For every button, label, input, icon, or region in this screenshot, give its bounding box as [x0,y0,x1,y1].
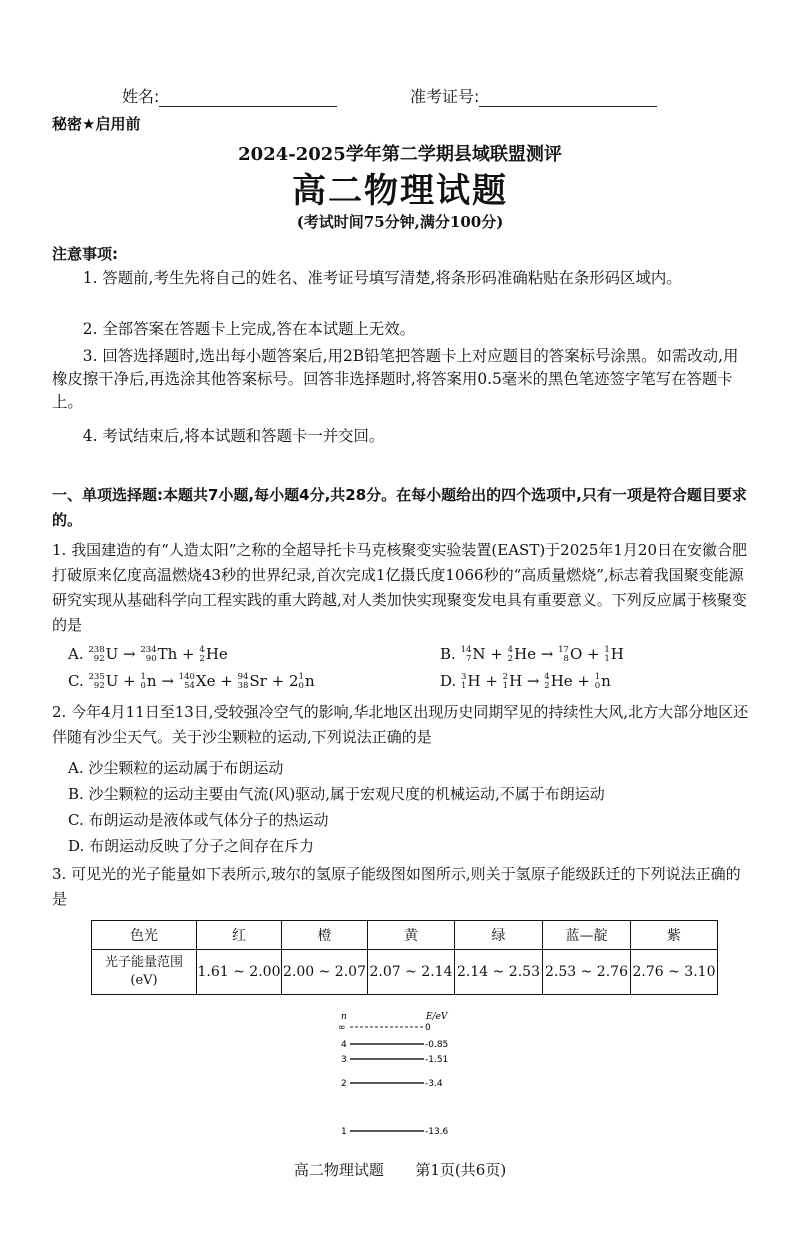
level-n-1: 1 [341,1127,347,1137]
q2-option-a: A. 沙尘颗粒的运动属于布朗运动 [68,759,284,777]
table-cell: 橙 [282,921,368,950]
table-cell: 2.00 ~ 2.07 [282,950,368,995]
level-n-3: 3 [341,1055,347,1065]
q1-option-c-letter: C. [68,672,84,690]
table-row [92,950,718,995]
id-field [410,84,657,107]
note-item-1: 1. 答题前,考生先将自己的姓名、准考证号填写清楚,将条形码准确粘贴在条形码区域内。 [82,269,682,287]
table-cell: 2.53 ~ 2.76 [543,950,631,995]
table-header-row [92,921,718,950]
level-e-1: -13.6 [425,1127,449,1137]
level-e-2: -3.4 [425,1079,443,1089]
q2-stem: 2. 今年4月11日至13日,受较强冷空气的影响,华北地区出现历史同期罕见的持续性大风,北方大部分地区还伴随有沙尘天气。关于沙尘颗粒的运动,下列说法正确的是 [52,703,749,746]
q1-option-b: B. 14 7 N + 4 2 He → 17 8 O + 1 1 H [440,645,624,664]
table-cell: 2.14 ~ 2.53 [455,950,543,995]
note-item-2: 2. 全部答案在答题卡上完成,答在本试题上无效。 [82,320,416,338]
id-blank [479,91,657,107]
q1-option-d-letter: D. [440,672,457,690]
page-title: 高二物理试题 [292,171,508,211]
footer-page-number: 第1页(共6页) [415,1161,507,1179]
note-item-4: 4. 考试结束后,将本试题和答题卡一并交回。 [82,427,385,445]
level-e-inf: 0 [425,1023,431,1033]
name-label: 姓名: [122,87,160,106]
q1-option-b-letter: B. [440,645,456,663]
table-cell: 红 [197,921,282,950]
energy-level-diagram [330,1008,470,1138]
level-n-inf: ∞ [338,1023,346,1033]
secret-mark: 秘密★启用前 [52,115,141,133]
table-cell: 1.61 ~ 2.00 [197,950,282,995]
exam-duration: (考试时间75分钟,满分100分) [296,213,504,231]
table-cell: 色光 [92,921,197,950]
page-footer [0,1159,800,1180]
q3-stem: 3. 可见光的光子能量如下表所示,玻尔的氢原子能级图如图所示,则关于氢原子能级跃迁的下列说法正确的是 [52,865,741,908]
q2-option-b: B. 沙尘颗粒的运动主要由气流(风)驱动,属于宏观尺度的机械运动,不属于布朗运动 [68,785,605,803]
level-e-3: -1.51 [425,1055,449,1065]
diagram-e-label: E/eV [426,1012,448,1022]
photon-energy-table [91,920,718,995]
level-n-2: 2 [341,1079,347,1089]
q1-option-d: D. 3 1 H + 2 1 H → 4 2 He + 1 0 n [440,672,611,691]
footer-subject: 高二物理试题 [293,1161,384,1179]
level-e-4: -0.85 [425,1040,449,1050]
table-cell: 黄 [368,921,455,950]
table-cell: 2.07 ~ 2.14 [368,950,455,995]
table-cell: 紫 [631,921,718,950]
section1-heading: 一、单项选择题:本题共7小题,每小题4分,共28分。在每小题给出的四个选项中,只有一项是符合题目要求的。 [52,486,747,529]
name-field [122,84,337,107]
table-cell: 绿 [455,921,543,950]
level-n-4: 4 [341,1040,347,1050]
note-item-3: 3. 回答选择题时,选出每小题答案后,用2B铅笔把答题卡上对应题目的答案标号涂黑。如需改动,用橡皮擦干净后,再选涂其他答案标号。回答非选择题时,将答案用0.5毫米的黑色笔迹签字笔写在答题卡上。 [52,347,739,411]
notes-heading: 注意事项: [52,245,118,263]
q1-option-a-letter: A. [68,645,84,663]
table-cell: 蓝—靛 [543,921,631,950]
id-label: 准考证号: [410,87,480,106]
exam-series: 2024-2025学年第二学期县域联盟测评 [238,144,562,165]
q1-stem: 1. 我国建造的有“人造太阳”之称的全超导托卡马克核聚变实验装置(EAST)于2025年1月20日在安徽合肥打破原来亿度高温燃烧43秒的世界纪录,首次完成1亿摄氏度1066秒的“高质量燃烧”,标志着我国聚变能源研究实现从基础科学向工程实践的重大跨越,对人类加快实现聚变发电具有重要意义。下列反应属于核聚变的是 [52,541,747,634]
q1-option-a: A. 238 92 U → 234 90 Th + 4 2 He [68,645,228,664]
name-blank [159,91,337,107]
diagram-n-label: n [341,1012,347,1022]
table-cell: 2.76 ~ 3.10 [631,950,718,995]
q1-option-c: C. 235 92 U + 1 0 n → 140 54 Xe + 94 38 Sr + 2 1 0 n [68,672,315,691]
q2-option-d: D. 布朗运动反映了分子之间存在斥力 [68,837,315,855]
table-cell: 光子能量范围(eV) [92,950,197,995]
q2-option-c: C. 布朗运动是液体或气体分子的热运动 [68,811,329,829]
